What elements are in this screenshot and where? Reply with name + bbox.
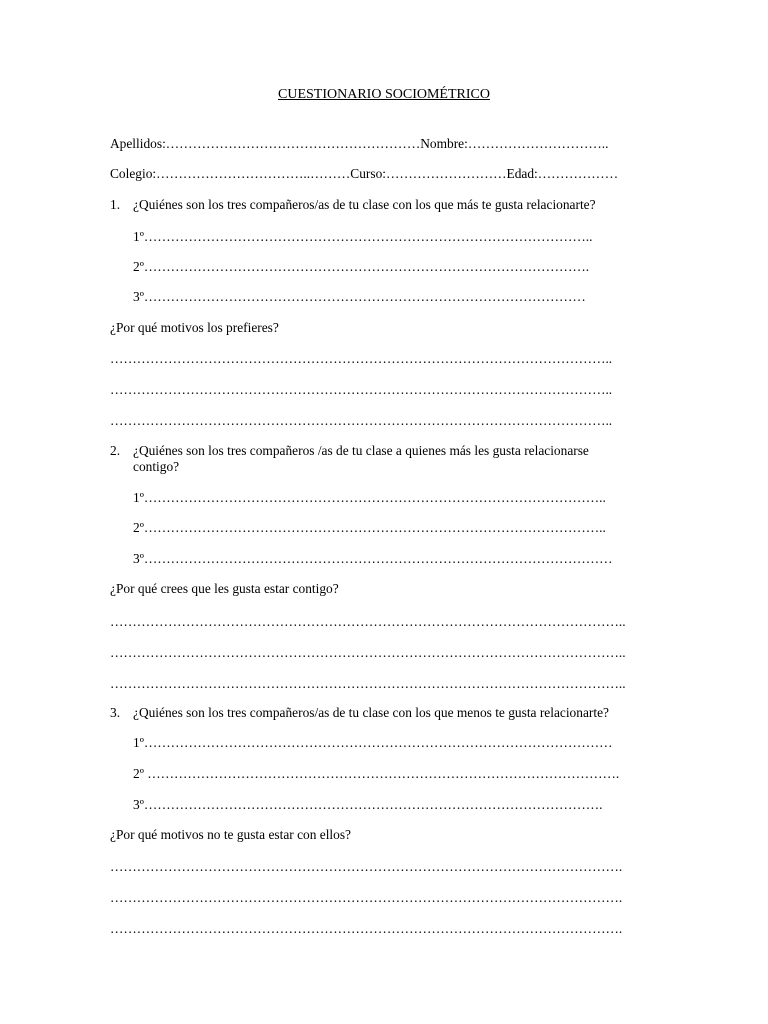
question-3-reason-line-1: ……………………………………………………………………………………………………. — [110, 859, 623, 874]
question-1-reason-line-3: ………………………………………………………………………………………………….. — [110, 413, 613, 428]
question-2-answer-3: 3º…………………………………………………………………………………………… — [133, 551, 613, 566]
question-1-reason-line-1: ………………………………………………………………………………………………….. — [110, 351, 613, 366]
question-2-reason-line-1: …………………………………………………………………………………………………….. — [110, 614, 626, 629]
question-3-reason-line-2: ……………………………………………………………………………………………………. — [110, 890, 623, 905]
question-3-answer-1: 1º…………………………………………………………………………………………… — [133, 735, 613, 750]
question-2-answer-2: 2º………………………………………………………………………………………….. — [133, 520, 606, 535]
question-2-reason-line-3: …………………………………………………………………………………………………….. — [110, 676, 626, 691]
question-2-reason-prompt: ¿Por qué crees que les gusta estar contigo? — [110, 581, 339, 596]
question-1-answer-2: 2º………………………………………………………………………………………. — [133, 259, 590, 274]
question-1-answer-3: 3º……………………………………………………………………………………… — [133, 289, 586, 304]
question-1-answer-1: 1º……………………………………………………………………………………….. — [133, 229, 593, 244]
question-1-reason-line-2: ………………………………………………………………………………………………….. — [110, 382, 613, 397]
question-2-reason-line-2: …………………………………………………………………………………………………….. — [110, 645, 626, 660]
question-3-answer-3: 3º…………………………………………………………………………………………. — [133, 797, 603, 812]
question-1-reason-prompt: ¿Por qué motivos los prefieres? — [110, 320, 279, 335]
colegio-curso-edad-field-line: Colegio:……………………………..………Curso:………………………Edad:……………… — [110, 166, 619, 181]
page-title: CUESTIONARIO SOCIOMÉTRICO — [278, 87, 490, 102]
question-2-number: 2. — [110, 443, 121, 458]
question-1-text: ¿Quiénes son los tres compañeros/as de tu clase con los que más te gusta relacionarte? — [133, 197, 596, 212]
apellidos-nombre-field-line: Apellidos:…………………………………………………Nombre:………………………….. — [110, 136, 609, 151]
question-3-answer-2: 2º ……………………………………………………………………………………………. — [133, 766, 620, 781]
question-1-number: 1. — [110, 197, 121, 212]
question-2-answer-1: 1º………………………………………………………………………………………….. — [133, 490, 606, 505]
question-3-text: ¿Quiénes son los tres compañeros/as de tu clase con los que menos te gusta relacionarte? — [133, 705, 609, 720]
question-2-text: ¿Quiénes son los tres compañeros /as de tu clase a quienes más les gusta relacionarse contigo? — [133, 443, 589, 474]
question-3-reason-prompt: ¿Por qué motivos no te gusta estar con ellos? — [110, 827, 351, 842]
question-3-number: 3. — [110, 705, 121, 720]
question-3-reason-line-3: ……………………………………………………………………………………………………. — [110, 921, 623, 936]
